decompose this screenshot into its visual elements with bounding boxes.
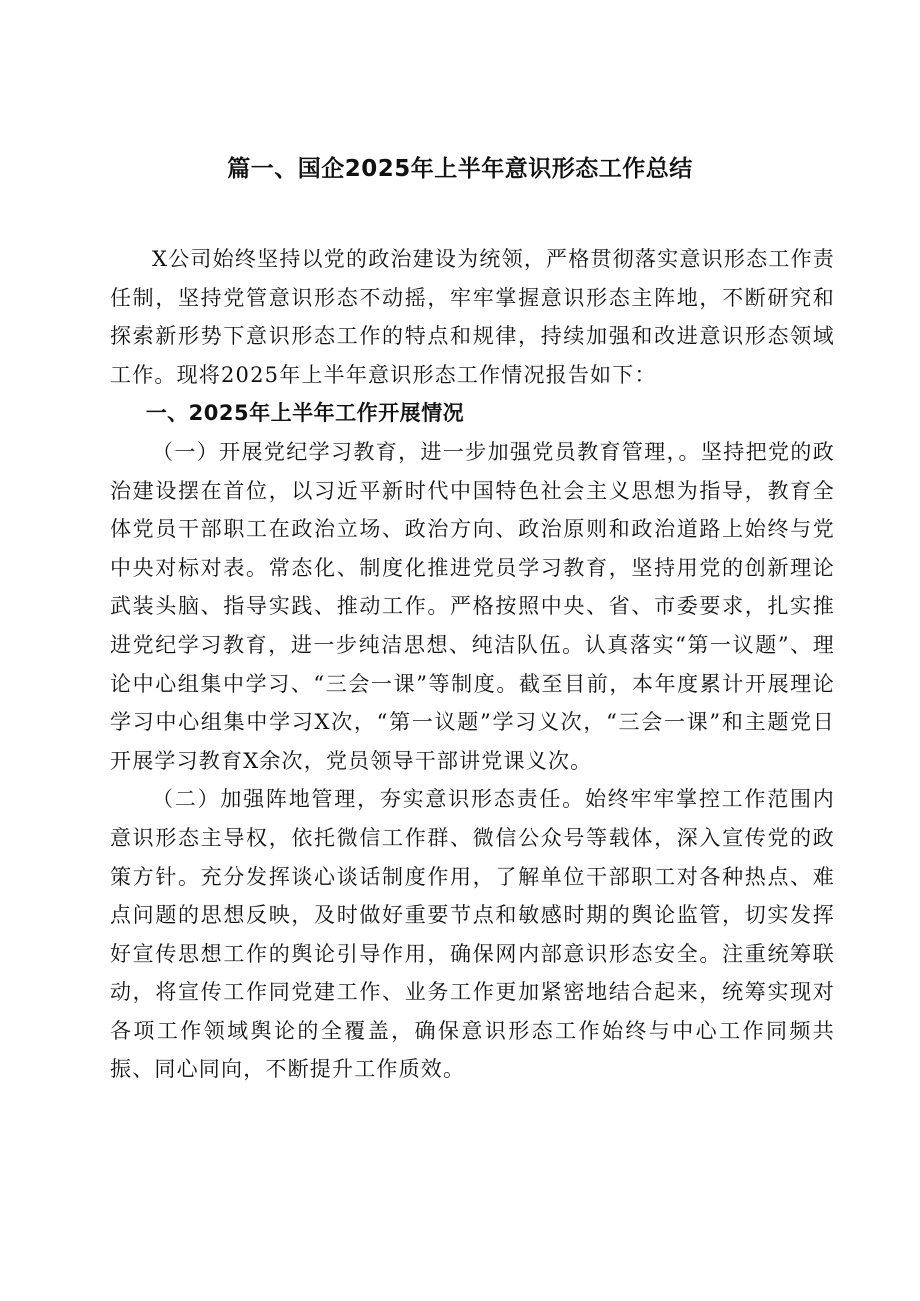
item-body-2: 始终牢牢掌控工作范围内意识形态主导权，依托微信工作群、微信公众号等载体，深入宣传党的政策方针。充分发挥谈心谈话制度作用，了解单位干部职工对各种热点、难点问题的思想反映，及时做好重要节点和敏感时期的舆论监管，切实发挥好宣传思想工作的舆论引导作用，确保网内部意识形态安全。注重统筹联动，将宣传工作同党建工作、业务工作更加紧密地结合起来，统筹实现对各项工作领域舆论的全覆盖，确保意识形态工作始终与中心工作同频共振、同心同向，不断提升工作质效。	[110, 787, 835, 1082]
item-lead-2: （二）加强阵地管理，夯实意识形态责任。	[152, 787, 585, 812]
item-paragraph-2	[110, 780, 835, 1089]
intro-paragraph: X公司始终坚持以党的政治建设为统领，严格贯彻落实意识形态工作责任制，坚持党管意识形态不动摇，牢牢掌握意识形态主阵地，不断研究和探索新形势下意识形态工作的特点和规律，持续加强和改进意识形态领域工作。现将2025年上半年意识形态工作情况报告如下：	[110, 247, 835, 387]
item-paragraph-1	[110, 433, 835, 780]
document-title: 篇一、国企2025年上半年意识形态工作总结	[227, 156, 693, 182]
section-heading: 一、2025年上半年工作开展情况	[145, 401, 465, 426]
item-body-1: 坚持把党的政治建设摆在首位，以习近平新时代中国特色社会主义思想为指导，教育全体党员干部职工在政治立场、政治方向、政治原则和政治道路上始终与党中央对标对表。常态化、制度化推进党员学习教育，坚持用党的创新理论武装头脑、指导实践、推动工作。严格按照中央、省、市委要求，扎实推进党纪学习教育，进一步纯洁思想、纯洁队伍。认真落实“第一议题”、理论中心组集中学习、“三会一课”等制度。截至目前，本年度累计开展理论学习中心组集中学习X次，“第一议题”学习义次，“三会一课”和主题党日开展学习教育X余次，党员领导干部讲党课义次。	[110, 439, 836, 773]
document-body	[110, 240, 835, 1089]
item-lead-1: （一）开展党纪学习教育，进一步加强党员教育管理，。	[152, 439, 701, 464]
